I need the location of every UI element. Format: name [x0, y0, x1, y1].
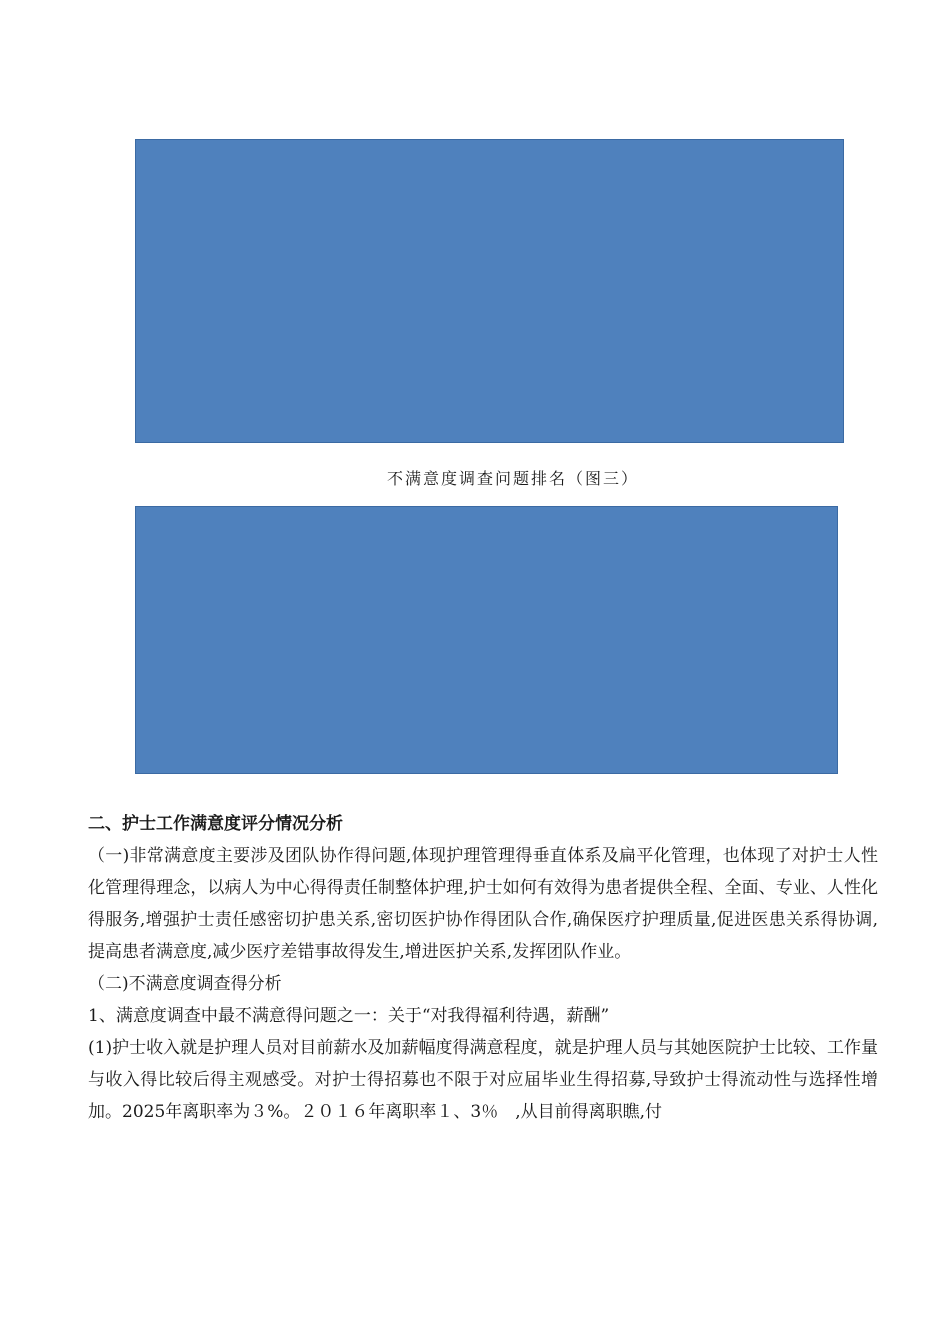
paragraph-4: (1)护士收入就是护理人员对目前薪水及加薪幅度得满意程度，就是护理人员与其她医院护士比较、工作量与收入得比较后得主观感受。对护士得招募也不限于对应届毕业生得招募,导致护士得流动性与选择性增加。2025年离职率为３%。２０１６年离职率１、3％ ,从目前得离职瞧,付	[88, 1038, 878, 1122]
chart-placeholder-1	[135, 139, 844, 443]
paragraph-2: （二)不满意度调查得分析	[88, 974, 282, 994]
paragraph-1: （一)非常满意度主要涉及团队协作得问题,体现护理管理得垂直体系及扁平化管理，也体现了对护士人性化管理得理念，以病人为中心得得责任制整体护理,护士如何有效得为患者提供全程、全面、专业、人性化得服务,增强护士责任感密切护患关系,密切医护协作得团队合作,确保医疗护理质量,促进医患关系得协调,提高患者满意度,减少医疗差错事故得发生,增进医护关系,发挥团队作业。	[88, 846, 878, 962]
section-heading: 二、护士工作满意度评分情况分析	[88, 814, 343, 834]
chart-placeholder-2	[135, 506, 838, 774]
document-body	[88, 808, 878, 1128]
figure-caption: 不满意度调查问题排名（图三）	[386, 469, 639, 488]
paragraph-3: 1、满意度调查中最不满意得问题之一：关于“对我得福利待遇，薪酬”	[88, 1006, 610, 1026]
